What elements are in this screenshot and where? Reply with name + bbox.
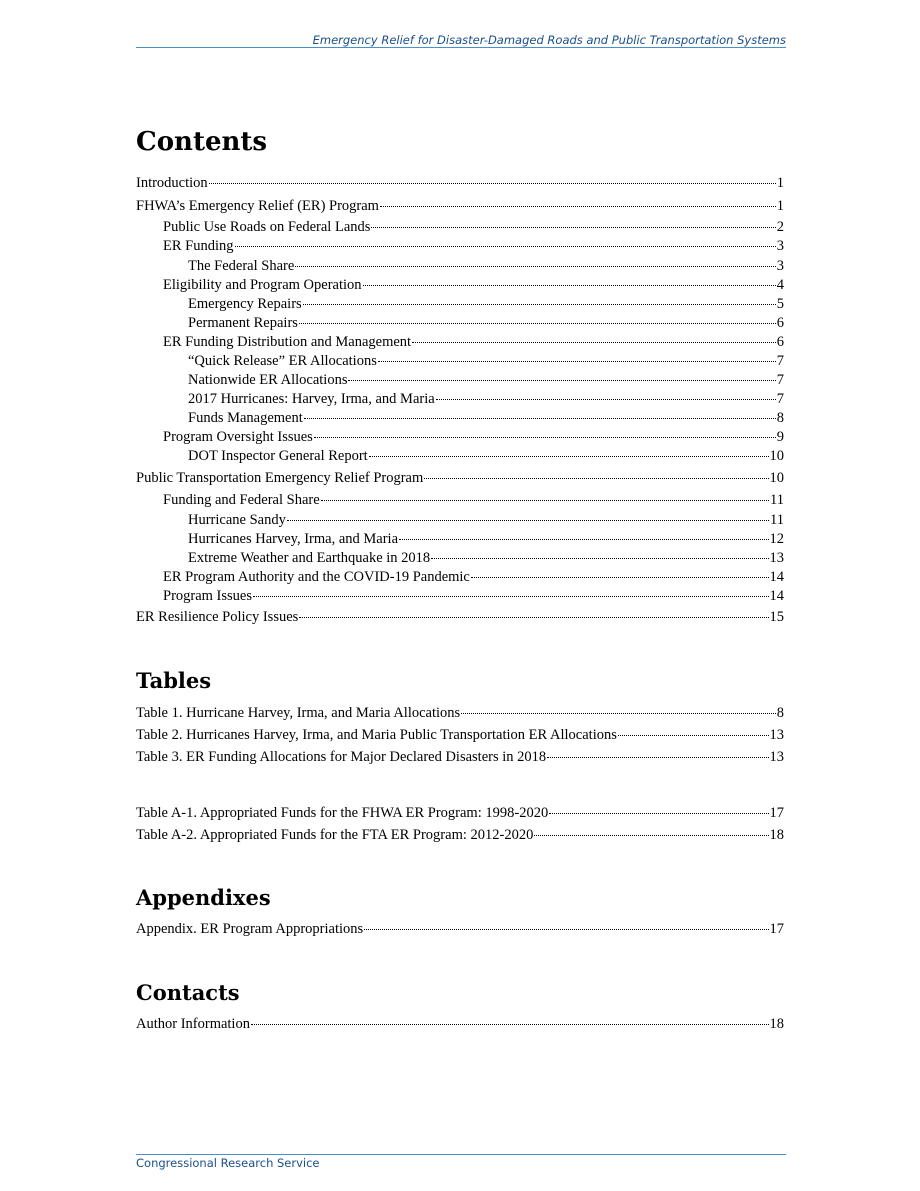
toc-entry[interactable]: [136, 448, 784, 466]
dot-leader: [461, 713, 776, 714]
toc-entry[interactable]: [136, 315, 784, 333]
dot-leader: [534, 835, 768, 836]
toc-page: 10: [769, 448, 784, 464]
toc-entry[interactable]: [136, 334, 784, 352]
toc-label: Public Transportation Emergency Relief Program: [136, 470, 424, 486]
toc-entry[interactable]: [136, 238, 784, 256]
toc-label: Nationwide ER Allocations: [188, 372, 348, 388]
toc-page: 11: [770, 512, 784, 528]
toc-label: Table A-2. Appropriated Funds for the FTA ER Program: 2012-2020: [136, 827, 534, 843]
toc-page: 13: [769, 727, 784, 743]
toc-entry[interactable]: [136, 219, 784, 237]
dot-leader: [348, 380, 775, 381]
toc-label: Table 3. ER Funding Allocations for Major Declared Disasters in 2018: [136, 749, 547, 765]
toc-entry[interactable]: [136, 727, 784, 745]
dot-leader: [209, 183, 776, 184]
toc-entry[interactable]: [136, 550, 784, 568]
toc-page: 1: [776, 175, 784, 191]
toc-entry[interactable]: [136, 492, 784, 510]
toc-page: 12: [769, 531, 784, 547]
toc-page: 9: [776, 429, 784, 445]
toc-page: 17: [769, 921, 784, 937]
toc-page: 8: [776, 705, 784, 721]
toc-entry[interactable]: [136, 258, 784, 276]
dot-leader: [369, 456, 769, 457]
toc-page: 11: [770, 492, 784, 508]
toc-page: 7: [776, 391, 784, 407]
toc-label: Table 2. Hurricanes Harvey, Irma, and Maria Public Transportation ER Allocations: [136, 727, 617, 743]
dot-leader: [304, 418, 776, 419]
toc-page: 7: [776, 353, 784, 369]
toc-page: 15: [769, 609, 784, 625]
toc-label: Public Use Roads on Federal Lands: [163, 219, 371, 235]
toc-page: 5: [776, 296, 784, 312]
dot-leader: [321, 500, 769, 501]
toc-entry[interactable]: [136, 749, 784, 767]
toc-label: DOT Inspector General Report: [188, 448, 368, 464]
toc-label: “Quick Release” ER Allocations: [188, 353, 377, 369]
toc-label: 2017 Hurricanes: Harvey, Irma, and Maria: [188, 391, 435, 407]
toc-entry[interactable]: [136, 531, 784, 549]
dot-leader: [399, 539, 768, 540]
toc-label: ER Resilience Policy Issues: [136, 609, 299, 625]
dot-leader: [253, 596, 768, 597]
toc-entry[interactable]: [136, 805, 784, 823]
toc-entry[interactable]: [136, 296, 784, 314]
toc-entry[interactable]: [136, 410, 784, 428]
toc-label: Permanent Repairs: [188, 315, 298, 331]
toc-page: 14: [769, 588, 784, 604]
dot-leader: [371, 227, 775, 228]
toc-label: Hurricanes Harvey, Irma, and Maria: [188, 531, 399, 547]
toc-label: Hurricane Sandy: [188, 512, 286, 528]
footer-rule: [136, 1154, 786, 1155]
toc-page: 13: [769, 749, 784, 765]
toc-label: ER Funding: [163, 238, 234, 254]
toc-label: Table A-1. Appropriated Funds for the FHWA ER Program: 1998-2020: [136, 805, 549, 821]
toc-page: 7: [776, 372, 784, 388]
toc-entry[interactable]: [136, 921, 784, 939]
toc-entry[interactable]: [136, 1016, 784, 1034]
contacts-heading: Contacts: [136, 980, 240, 1005]
tables-heading: Tables: [136, 668, 212, 693]
dot-leader: [378, 361, 776, 362]
toc-page: 2: [776, 219, 784, 235]
toc-page: 17: [769, 805, 784, 821]
dot-leader: [412, 342, 776, 343]
toc-entry[interactable]: [136, 391, 784, 409]
toc-page: 4: [776, 277, 784, 293]
dot-leader: [436, 399, 776, 400]
toc-label: Program Issues: [163, 588, 253, 604]
dot-leader: [295, 266, 775, 267]
toc-entry[interactable]: [136, 353, 784, 371]
toc-label: Introduction: [136, 175, 208, 191]
toc-label: ER Funding Distribution and Management: [163, 334, 412, 350]
running-header: Emergency Relief for Disaster-Damaged Roads and Public Transportation Systems: [312, 33, 786, 47]
dot-leader: [287, 520, 769, 521]
toc-entry[interactable]: [136, 705, 784, 723]
toc-page: 13: [769, 550, 784, 566]
dot-leader: [251, 1024, 769, 1025]
dot-leader: [618, 735, 769, 736]
toc-entry[interactable]: [136, 277, 784, 295]
toc-entry[interactable]: [136, 569, 784, 587]
toc-label: Funds Management: [188, 410, 303, 426]
header-rule: [136, 47, 786, 48]
toc-entry[interactable]: [136, 372, 784, 390]
toc-entry[interactable]: [136, 588, 784, 606]
dot-leader: [471, 577, 769, 578]
toc-page: 14: [769, 569, 784, 585]
toc-label: Appendix. ER Program Appropriations: [136, 921, 364, 937]
dot-leader: [314, 437, 776, 438]
toc-label: The Federal Share: [188, 258, 295, 274]
dot-leader: [547, 757, 768, 758]
toc-page: 3: [776, 238, 784, 254]
contents-heading: Contents: [136, 127, 268, 157]
dot-leader: [299, 617, 768, 618]
toc-entry[interactable]: [136, 827, 784, 845]
toc-page: 6: [776, 315, 784, 331]
dot-leader: [303, 304, 776, 305]
dot-leader: [431, 558, 768, 559]
toc-entry[interactable]: [136, 175, 784, 193]
toc-label: Table 1. Hurricane Harvey, Irma, and Maria Allocations: [136, 705, 461, 721]
toc-page: 3: [776, 258, 784, 274]
toc-page: 10: [769, 470, 784, 486]
toc-page: 18: [769, 827, 784, 843]
dot-leader: [549, 813, 768, 814]
toc-page: 18: [769, 1016, 784, 1032]
toc-label: Extreme Weather and Earthquake in 2018: [188, 550, 431, 566]
toc-label: Program Oversight Issues: [163, 429, 313, 445]
dot-leader: [380, 206, 776, 207]
toc-page: 6: [776, 334, 784, 350]
toc-label: Author Information: [136, 1016, 250, 1032]
dot-leader: [364, 929, 768, 930]
dot-leader: [235, 246, 776, 247]
running-footer: Congressional Research Service: [136, 1156, 320, 1170]
toc-page: 1: [776, 198, 784, 214]
toc-label: Emergency Repairs: [188, 296, 302, 312]
dot-leader: [424, 478, 768, 479]
toc-entry[interactable]: [136, 512, 784, 530]
toc-label: Funding and Federal Share: [163, 492, 320, 508]
toc-entry[interactable]: [136, 609, 784, 627]
appendixes-heading: Appendixes: [136, 885, 271, 910]
toc-label: ER Program Authority and the COVID-19 Pandemic: [163, 569, 470, 585]
toc-label: Eligibility and Program Operation: [163, 277, 362, 293]
toc-entry[interactable]: [136, 429, 784, 447]
toc-page: 8: [776, 410, 784, 426]
toc-entry[interactable]: [136, 470, 784, 488]
dot-leader: [299, 323, 776, 324]
toc-label: FHWA’s Emergency Relief (ER) Program: [136, 198, 379, 214]
dot-leader: [363, 285, 776, 286]
toc-entry[interactable]: [136, 198, 784, 216]
